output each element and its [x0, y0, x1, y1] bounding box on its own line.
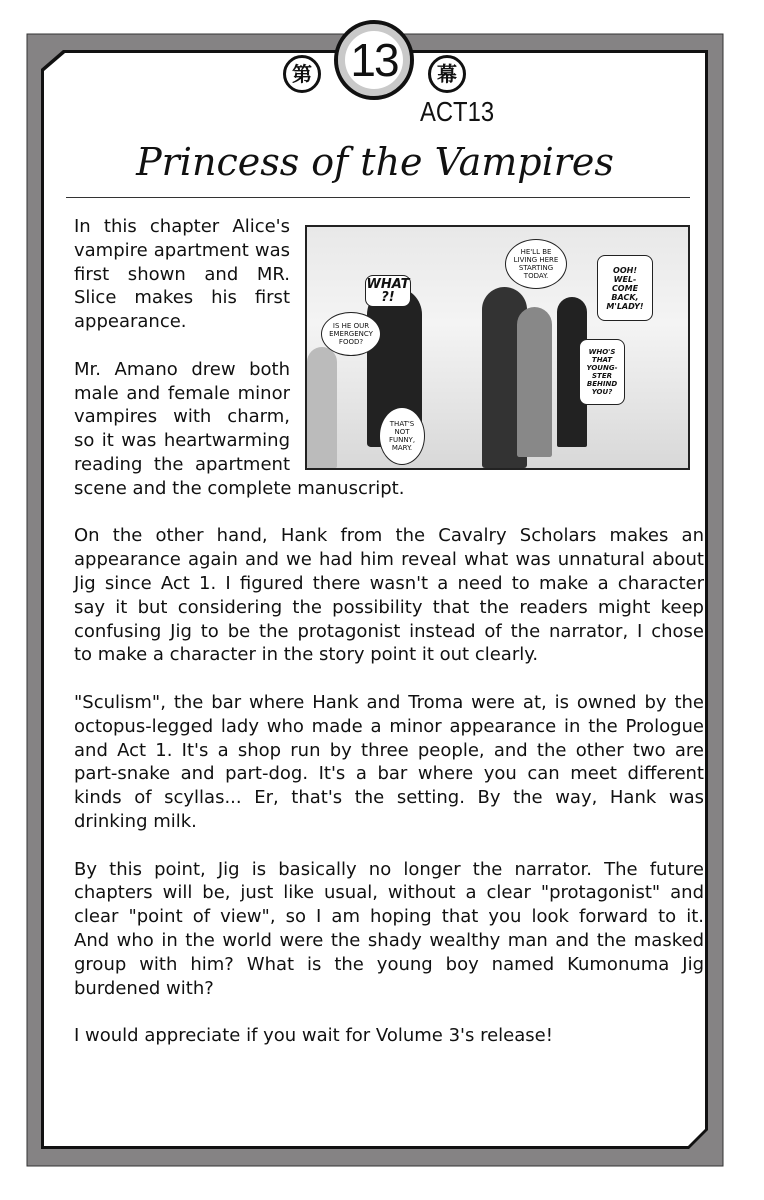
text-line: By this point, Jig is basically no longer the narrator. The future [74, 858, 704, 880]
text-line: In this chapter Alice's [74, 216, 290, 237]
text-line: confusing Jig to be the protagonist instead of the narrator, I chose [74, 620, 704, 642]
text-line: Mr. Amano drew both [74, 358, 290, 380]
text-line: "Sculism", the bar where Hank and Troma were at, is owned by the [74, 691, 704, 713]
text-line: Slice makes his first [74, 287, 290, 309]
text-line: kinds of scyllas... Er, that's the setting. By the way, Hank was [74, 787, 704, 809]
text-line: to make a character in the story point it out clearly. [74, 644, 539, 666]
speech-bubble: THAT'S NOT FUNNY, MARY. [379, 407, 425, 465]
text-line: part-snake and part-dog. It's a bar where you can meet different [74, 763, 704, 785]
text-line: vampire apartment was [74, 239, 290, 261]
text-line: drinking milk. [74, 810, 197, 832]
chapter-title: Princess of the Vampires [136, 140, 614, 184]
speech-bubble: WHO'S THAT YOUNG- STER BEHIND YOU? [579, 339, 625, 405]
kanji-maku-badge: 幕 [428, 55, 466, 93]
text-line: clear "point of view", so I am hoping that you look forward to it. [74, 906, 704, 928]
text-line: octopus-legged lady who made a minor appearance in the Prologue [74, 715, 704, 737]
chapter-number-badge: 13 [334, 20, 414, 100]
text-line: chapters will be, just like usual, without a clear "protagonist" and [74, 882, 704, 904]
text-line: and Act 1. It's a shop run by three people, and the other two are [74, 739, 704, 761]
text-line: On the other hand, Hank from the Cavalry Scholars makes an [74, 525, 704, 547]
paragraph-3 [74, 524, 704, 667]
text-line: group with him? What is the young boy named Kumonuma Jig [74, 953, 704, 975]
text-line: vampires with charm, [74, 406, 290, 428]
text-line: male and female minor [74, 382, 290, 404]
text-line: I would appreciate if you wait for Volume 3's release! [74, 1025, 553, 1047]
text-line: scene and the complete manuscript. [74, 477, 405, 499]
paragraph-1 [74, 215, 704, 334]
text-line: so it was heartwarming [74, 430, 290, 452]
text-line: say it but considering the possibility that the readers might keep [74, 596, 704, 618]
paragraph-4 [74, 691, 704, 834]
text-line: appearance. [74, 311, 187, 333]
paragraph-6 [74, 1024, 704, 1048]
speech-bubble: OOH! WEL- COME BACK, M'LADY! [597, 255, 653, 321]
speech-bubble: WHAT ?! [366, 277, 410, 305]
speech-bubble: IS HE OUR EMERGENCY FOOD? [321, 312, 381, 356]
text-line: Jig since Act 1. I figured there wasn't a need to make a character [74, 572, 704, 594]
speech-bubble: HE'LL BE LIVING HERE STARTING TODAY. [505, 239, 567, 289]
paragraph-2 [74, 358, 704, 501]
text-line: first shown and MR. [74, 263, 290, 285]
text-line: And who in the world were the shady wealthy man and the masked [74, 929, 704, 951]
paragraph-5 [74, 858, 704, 1001]
afterword-text [74, 215, 704, 1072]
text-line: burdened with? [74, 977, 214, 999]
act-label: ACT13 [420, 96, 495, 127]
title-divider [66, 197, 690, 198]
kanji-dai-badge: 第 [283, 55, 321, 93]
text-line: reading the apartment [74, 453, 290, 475]
text-line: appearance again and we had him reveal what was unnatural about [74, 549, 704, 571]
